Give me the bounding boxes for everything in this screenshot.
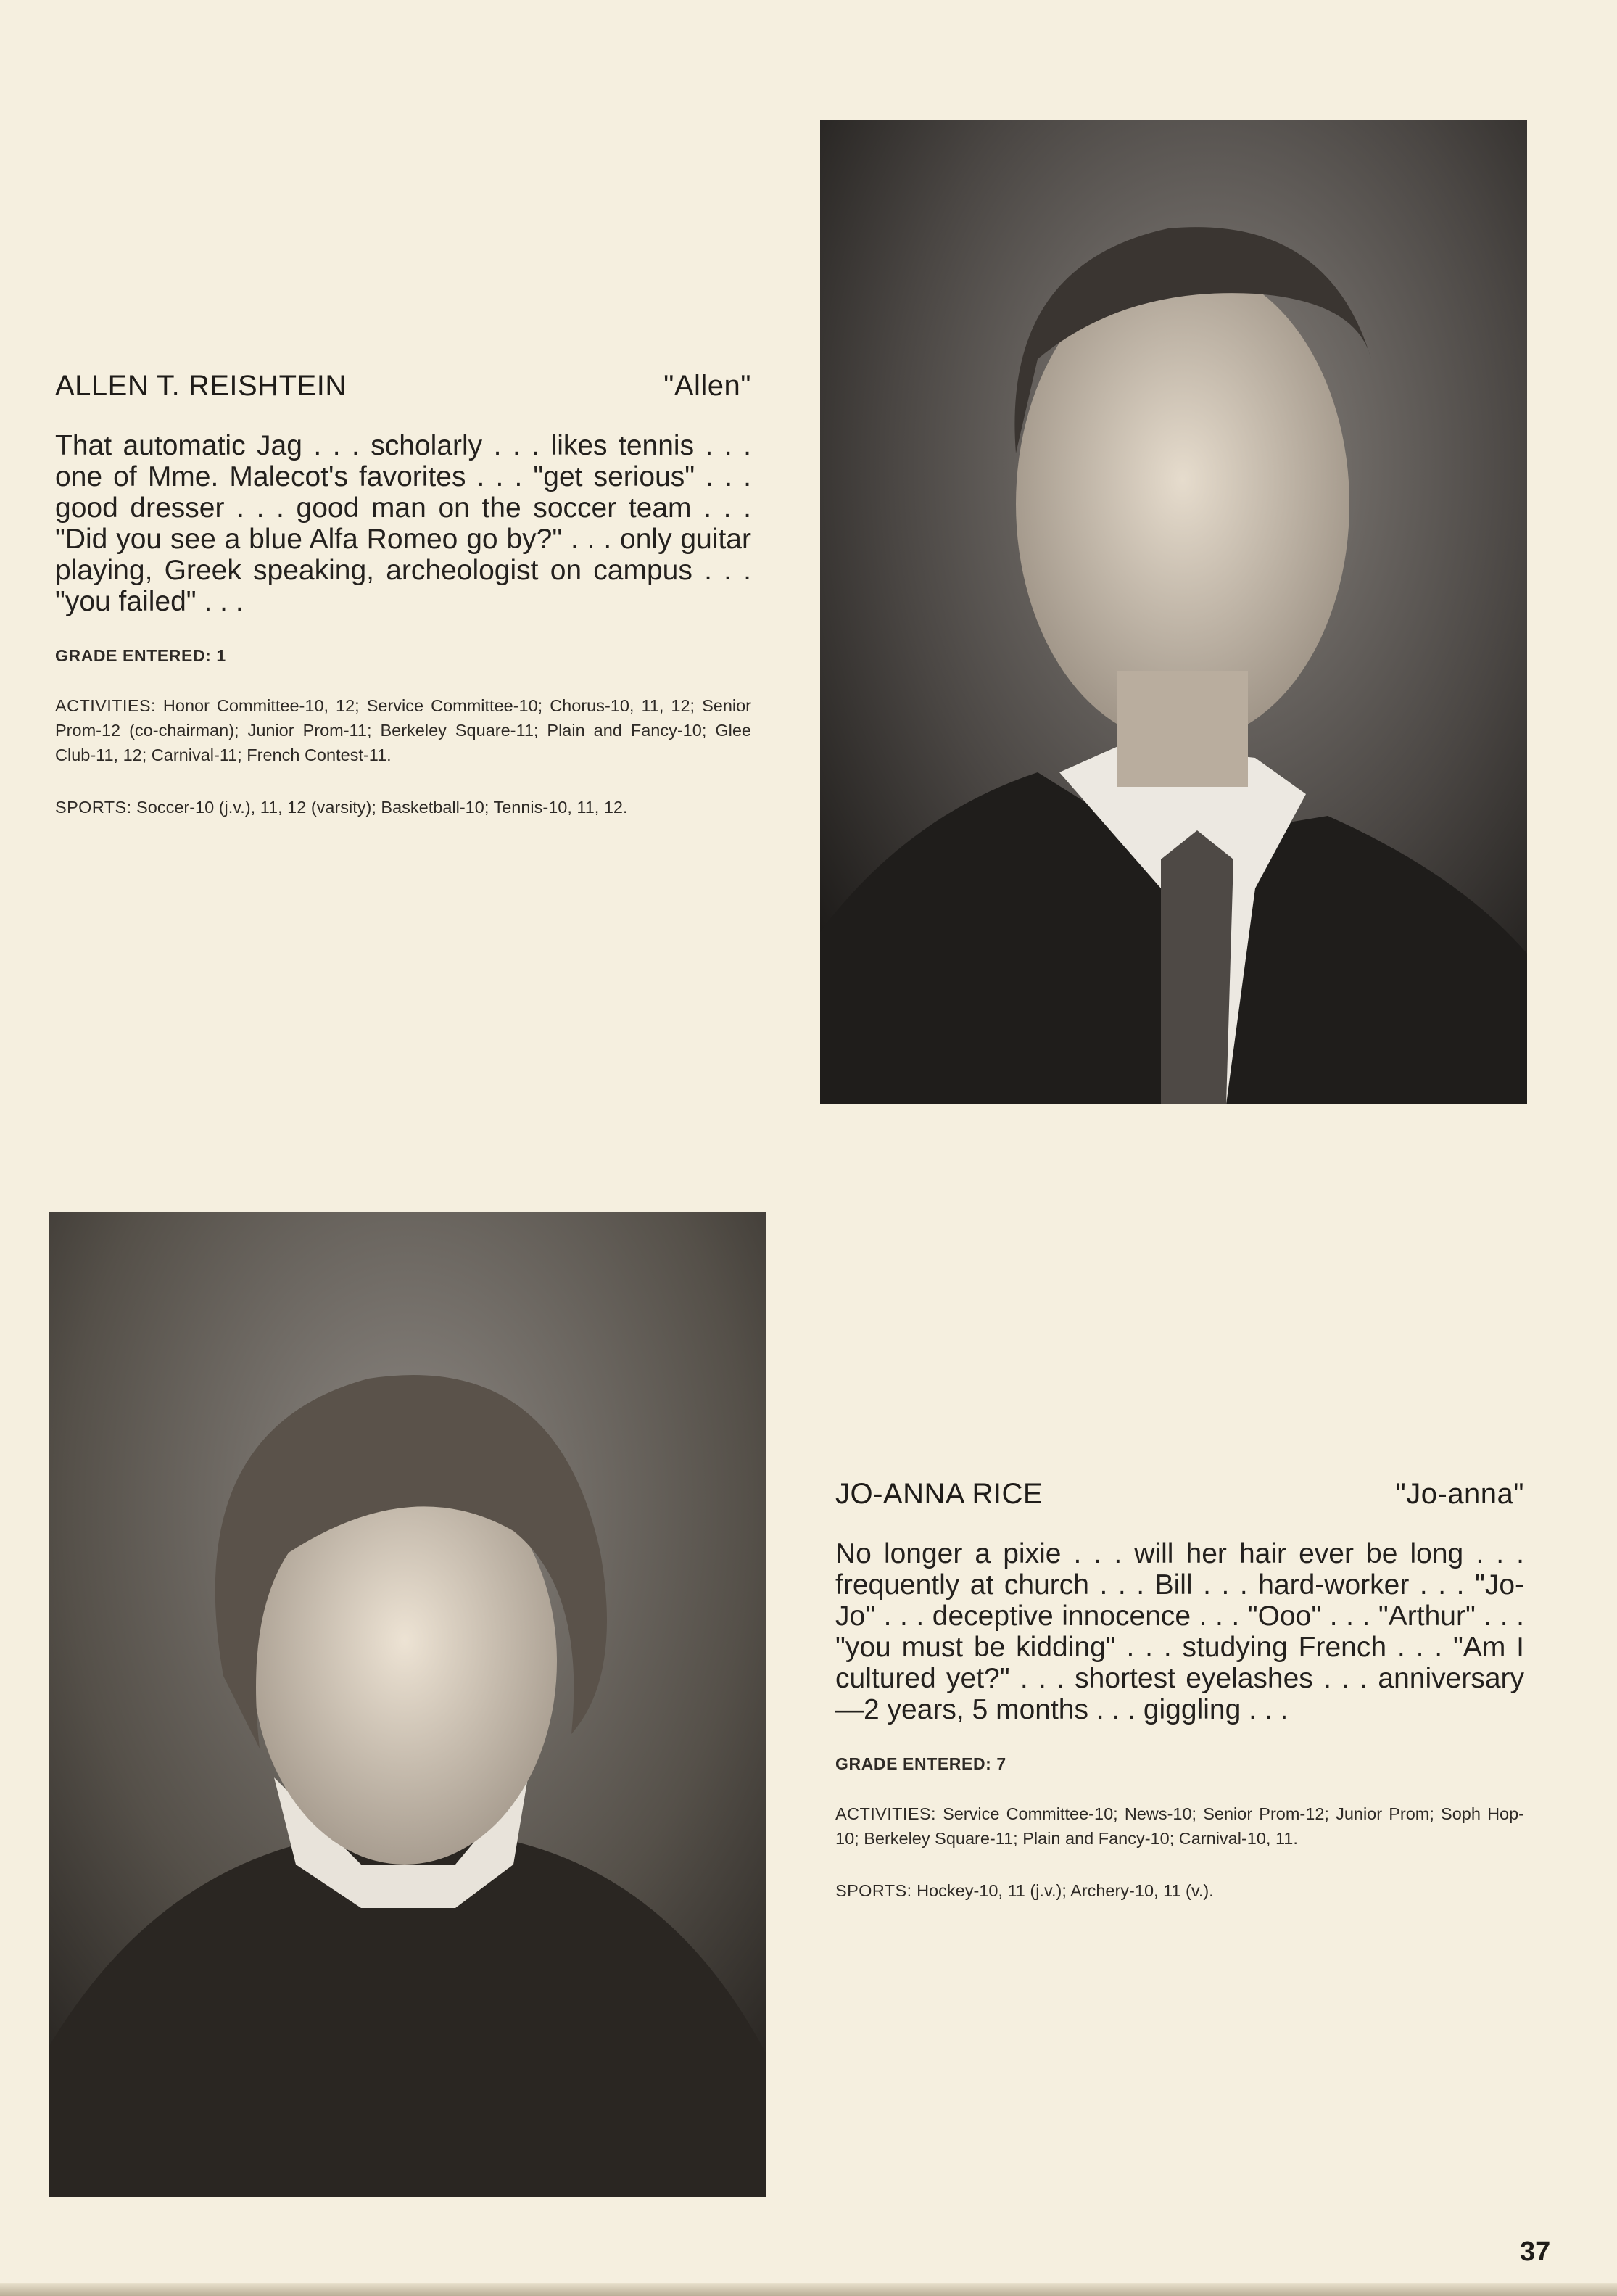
activities <box>835 1801 1524 1851</box>
bio-allen <box>55 370 751 819</box>
activities <box>55 693 751 767</box>
activities-label: ACTIVITIES: <box>55 696 156 715</box>
sports-text: Hockey-10, 11 (j.v.); Archery-10, 11 (v.). <box>917 1881 1214 1900</box>
name-row <box>55 370 751 402</box>
sports <box>835 1878 1524 1903</box>
activities-text: Service Committee-10; News-10; Senior Prom-12; Junior Prom; Soph Hop-10; Berkeley Square-11; Plain and Fancy-10; Carnival-10, 11. <box>835 1804 1524 1848</box>
sports-label: SPORTS: <box>55 798 132 817</box>
sports-text: Soccer-10 (j.v.), 11, 12 (varsity); Basketball-10; Tennis-10, 11, 12. <box>136 798 628 817</box>
bio-joanna <box>835 1478 1524 1903</box>
write-up: No longer a pixie . . . will her hair ever be long . . . frequently at church . . . Bill . . . hard-worker . . . "Jo-Jo" . . . deceptive innocence . . . "Ooo" . . . "Arthur" . . . "you must be kidding" . . . studying French . . . "Am I cultured yet?" . . . shortest eyelashes . . . anniversary—2 years, 5 months . . . giggling . . . <box>835 1538 1524 1725</box>
page-edge <box>0 2283 1617 2296</box>
name-row <box>835 1478 1524 1511</box>
activities-text: Honor Committee-10, 12; Service Committee-10; Chorus-10, 11, 12; Senior Prom-12 (co-chairman); Junior Prom-11; Berkeley Square-11; Plain and Fancy-10; Glee Club-11, 12; Carnival-11; French Contest-11. <box>55 696 752 764</box>
page-number: 37 <box>1520 2237 1551 2267</box>
student-name: JO-ANNA RICE <box>835 1478 1043 1510</box>
student-nickname: "Jo-anna" <box>1395 1478 1524 1510</box>
sports <box>55 795 751 819</box>
activities-label: ACTIVITIES: <box>835 1804 936 1823</box>
student-nickname: "Allen" <box>663 370 751 402</box>
write-up: That automatic Jag . . . scholarly . . . likes tennis . . . one of Mme. Malecot's favorites . . . "get serious" . . . good dresser . . . good man on the soccer team . . . "Did you see a blue Alfa Romeo go by?" . . . only guitar playing, Greek speaking, archeologist on campus . . . "you failed" . . . <box>55 430 751 617</box>
grade-value: 1 <box>216 646 226 665</box>
student-name: ALLEN T. REISHTEIN <box>55 370 347 402</box>
grade-value: 7 <box>996 1754 1006 1773</box>
grade-label: GRADE ENTERED: <box>835 1754 992 1773</box>
sports-label: SPORTS: <box>835 1881 912 1900</box>
grade-entered <box>835 1754 1524 1774</box>
portrait-photo-joanna <box>49 1212 766 2197</box>
portrait-image-joanna <box>49 1212 766 2197</box>
portrait-image-allen <box>820 120 1527 1104</box>
grade-entered <box>55 646 751 666</box>
grade-label: GRADE ENTERED: <box>55 646 212 665</box>
portrait-photo-allen <box>820 120 1527 1104</box>
